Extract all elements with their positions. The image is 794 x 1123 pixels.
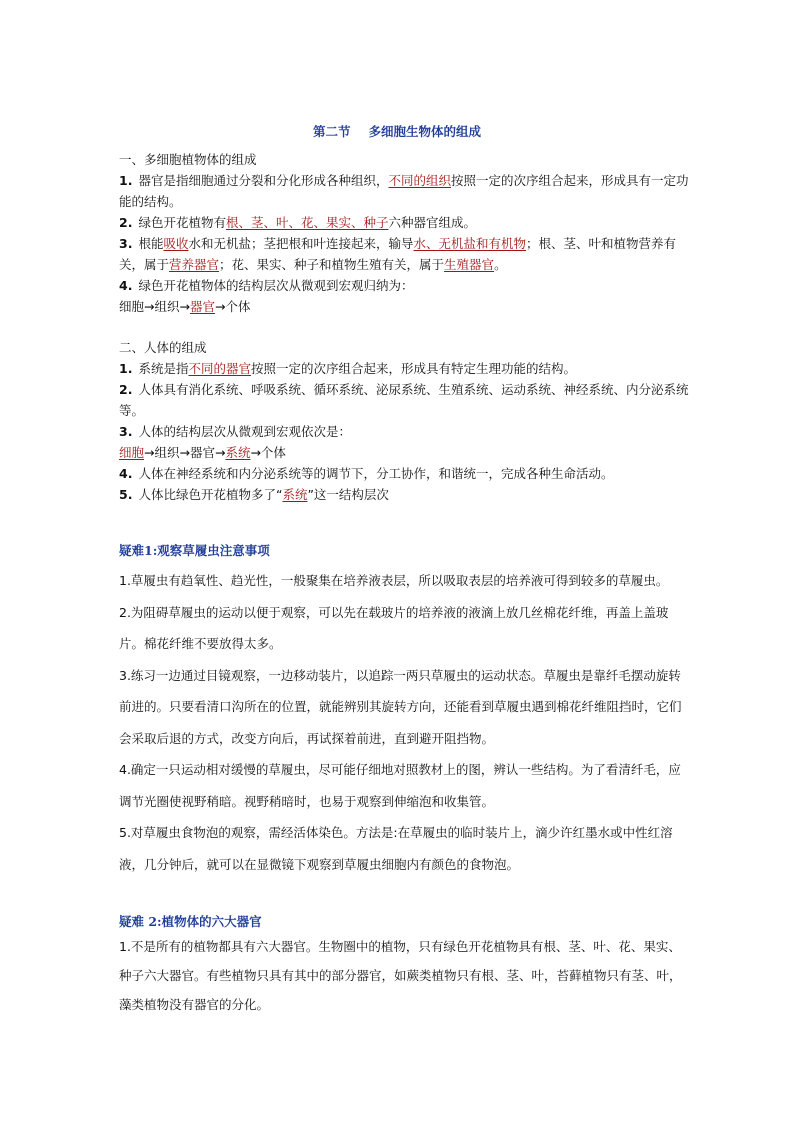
underlined-answer: 系统	[282, 487, 308, 502]
list-item: 3. 根能吸收水和无机盐；茎把根和叶连接起来，输导水、无机盐和有机物；根、茎、叶和植物营养有关，属于营养器官；花、果实、种子和植物生殖有关，属于生殖器官。	[119, 236, 677, 272]
paragraph: 5.对草履虫食物泡的观察，需经活体染色。方法是:在草履虫的临时装片上，滴少许红墨水或中性红溶液，几分钟后，就可以在显微镜下观察到草履虫细胞内有颜色的食物泡。	[119, 825, 673, 872]
underlined-answer: 细胞	[119, 445, 145, 460]
list-item: 4. 绿色开花植物体的结构层次从微观到宏观归纳为：	[119, 278, 414, 293]
underlined-answer: 生殖器官	[444, 257, 495, 272]
list-item: 3. 人体的结构层次从微观到宏观依次是：	[119, 424, 351, 439]
difficulty-body	[119, 565, 689, 880]
difficulty-body	[119, 932, 689, 1019]
list-item: 2. 绿色开花植物有根、茎、叶、花、果实、种子六种器官组成。	[119, 215, 476, 230]
list-item: 5. 人体比绿色开花植物多了“系统”这一结构层次	[119, 487, 389, 502]
section-heading: 二、人体的组成	[119, 340, 207, 355]
paragraph: 2.为阻碍草履虫的运动以便于观察，可以先在载玻片的培养液的液滴上放几丝棉花纤维，再盖上盖玻片。棉花纤维不要放得太多。	[119, 604, 669, 651]
paragraph: 4.确定一只运动相对缓慢的草履虫，尽可能仔细地对照教材上的图，辨认一些结构。为了看清纤毛，应调节光圈使视野稍暗。视野稍暗时，也易于观察到伸缩泡和收集管。	[119, 762, 681, 809]
paragraph: 3.练习一边通过目镜观察，一边移动装片，以追踪一两只草履虫的运动状态。草履虫是靠纤毛摆动旋转前进的。只要看清口沟所在的位置，就能辨别其旋转方向，还能看到草履虫遇到棉花纤维阻挡时，它们会采取后退的方式，改变方向后，再试探着前进，直到避开阻挡物。	[119, 667, 682, 746]
underlined-answer: 吸收	[163, 236, 189, 251]
paragraph: 1.不是所有的植物都具有六大器官。生物圈中的植物，只有绿色开花植物具有根、茎、叶、花、果实、种子六大器官。有些植物只具有其中的部分器官，如蕨类植物只有根、茎、叶，苔藓植物只有茎、叶，藻类植物没有器官的分化。	[119, 939, 682, 1012]
list-item: 1. 器官是指细胞通过分裂和分化形成各种组织，不同的组织按照一定的次序组合起来，形成具有一定功能的结构。	[119, 173, 689, 209]
structure-chain: 细胞→组织→器官→个体	[119, 299, 251, 314]
underlined-answer: 营养器官	[169, 257, 220, 272]
underlined-answer: 水、无机盐和有机物	[413, 236, 527, 251]
section-human-body	[119, 337, 689, 505]
difficulty-heading: 疑难1:观察草履虫注意事项	[119, 543, 270, 558]
paragraph: 1.草履虫有趋氧性、趋光性，一般聚集在培养液表层，所以吸取表层的培养液可得到较多的草履虫。	[119, 573, 669, 588]
list-item: 1. 系统是指不同的器官按照一定的次序组合起来，形成具有特定生理功能的结构。	[119, 361, 576, 376]
page-title	[0, 122, 794, 140]
underlined-answer: 不同的器官	[188, 361, 251, 376]
underlined-answer: 器官	[189, 299, 215, 314]
title-section: 第二节	[312, 124, 351, 139]
structure-chain: 细胞→组织→器官→系统→个体	[119, 445, 286, 460]
list-item: 2. 人体具有消化系统、呼吸系统、循环系统、泌尿系统、生殖系统、运动系统、神经系统、内分泌系统等。	[119, 382, 689, 418]
section-heading: 一、多细胞植物体的组成	[119, 152, 257, 167]
underlined-answer: 不同的组织	[388, 173, 451, 188]
underlined-answer: 根、茎、叶、花、果实、种子	[225, 215, 389, 230]
difficulty-heading: 疑难 2:植物体的六大器官	[119, 914, 262, 929]
list-item: 4. 人体在神经系统和内分泌系统等的调节下，分工协作，和谐统一，完成各种生命活动。	[119, 466, 614, 481]
section-plant-organs	[119, 149, 689, 317]
title-name: 多细胞生物体的组成	[368, 124, 482, 139]
underlined-answer: 系统	[225, 445, 251, 460]
